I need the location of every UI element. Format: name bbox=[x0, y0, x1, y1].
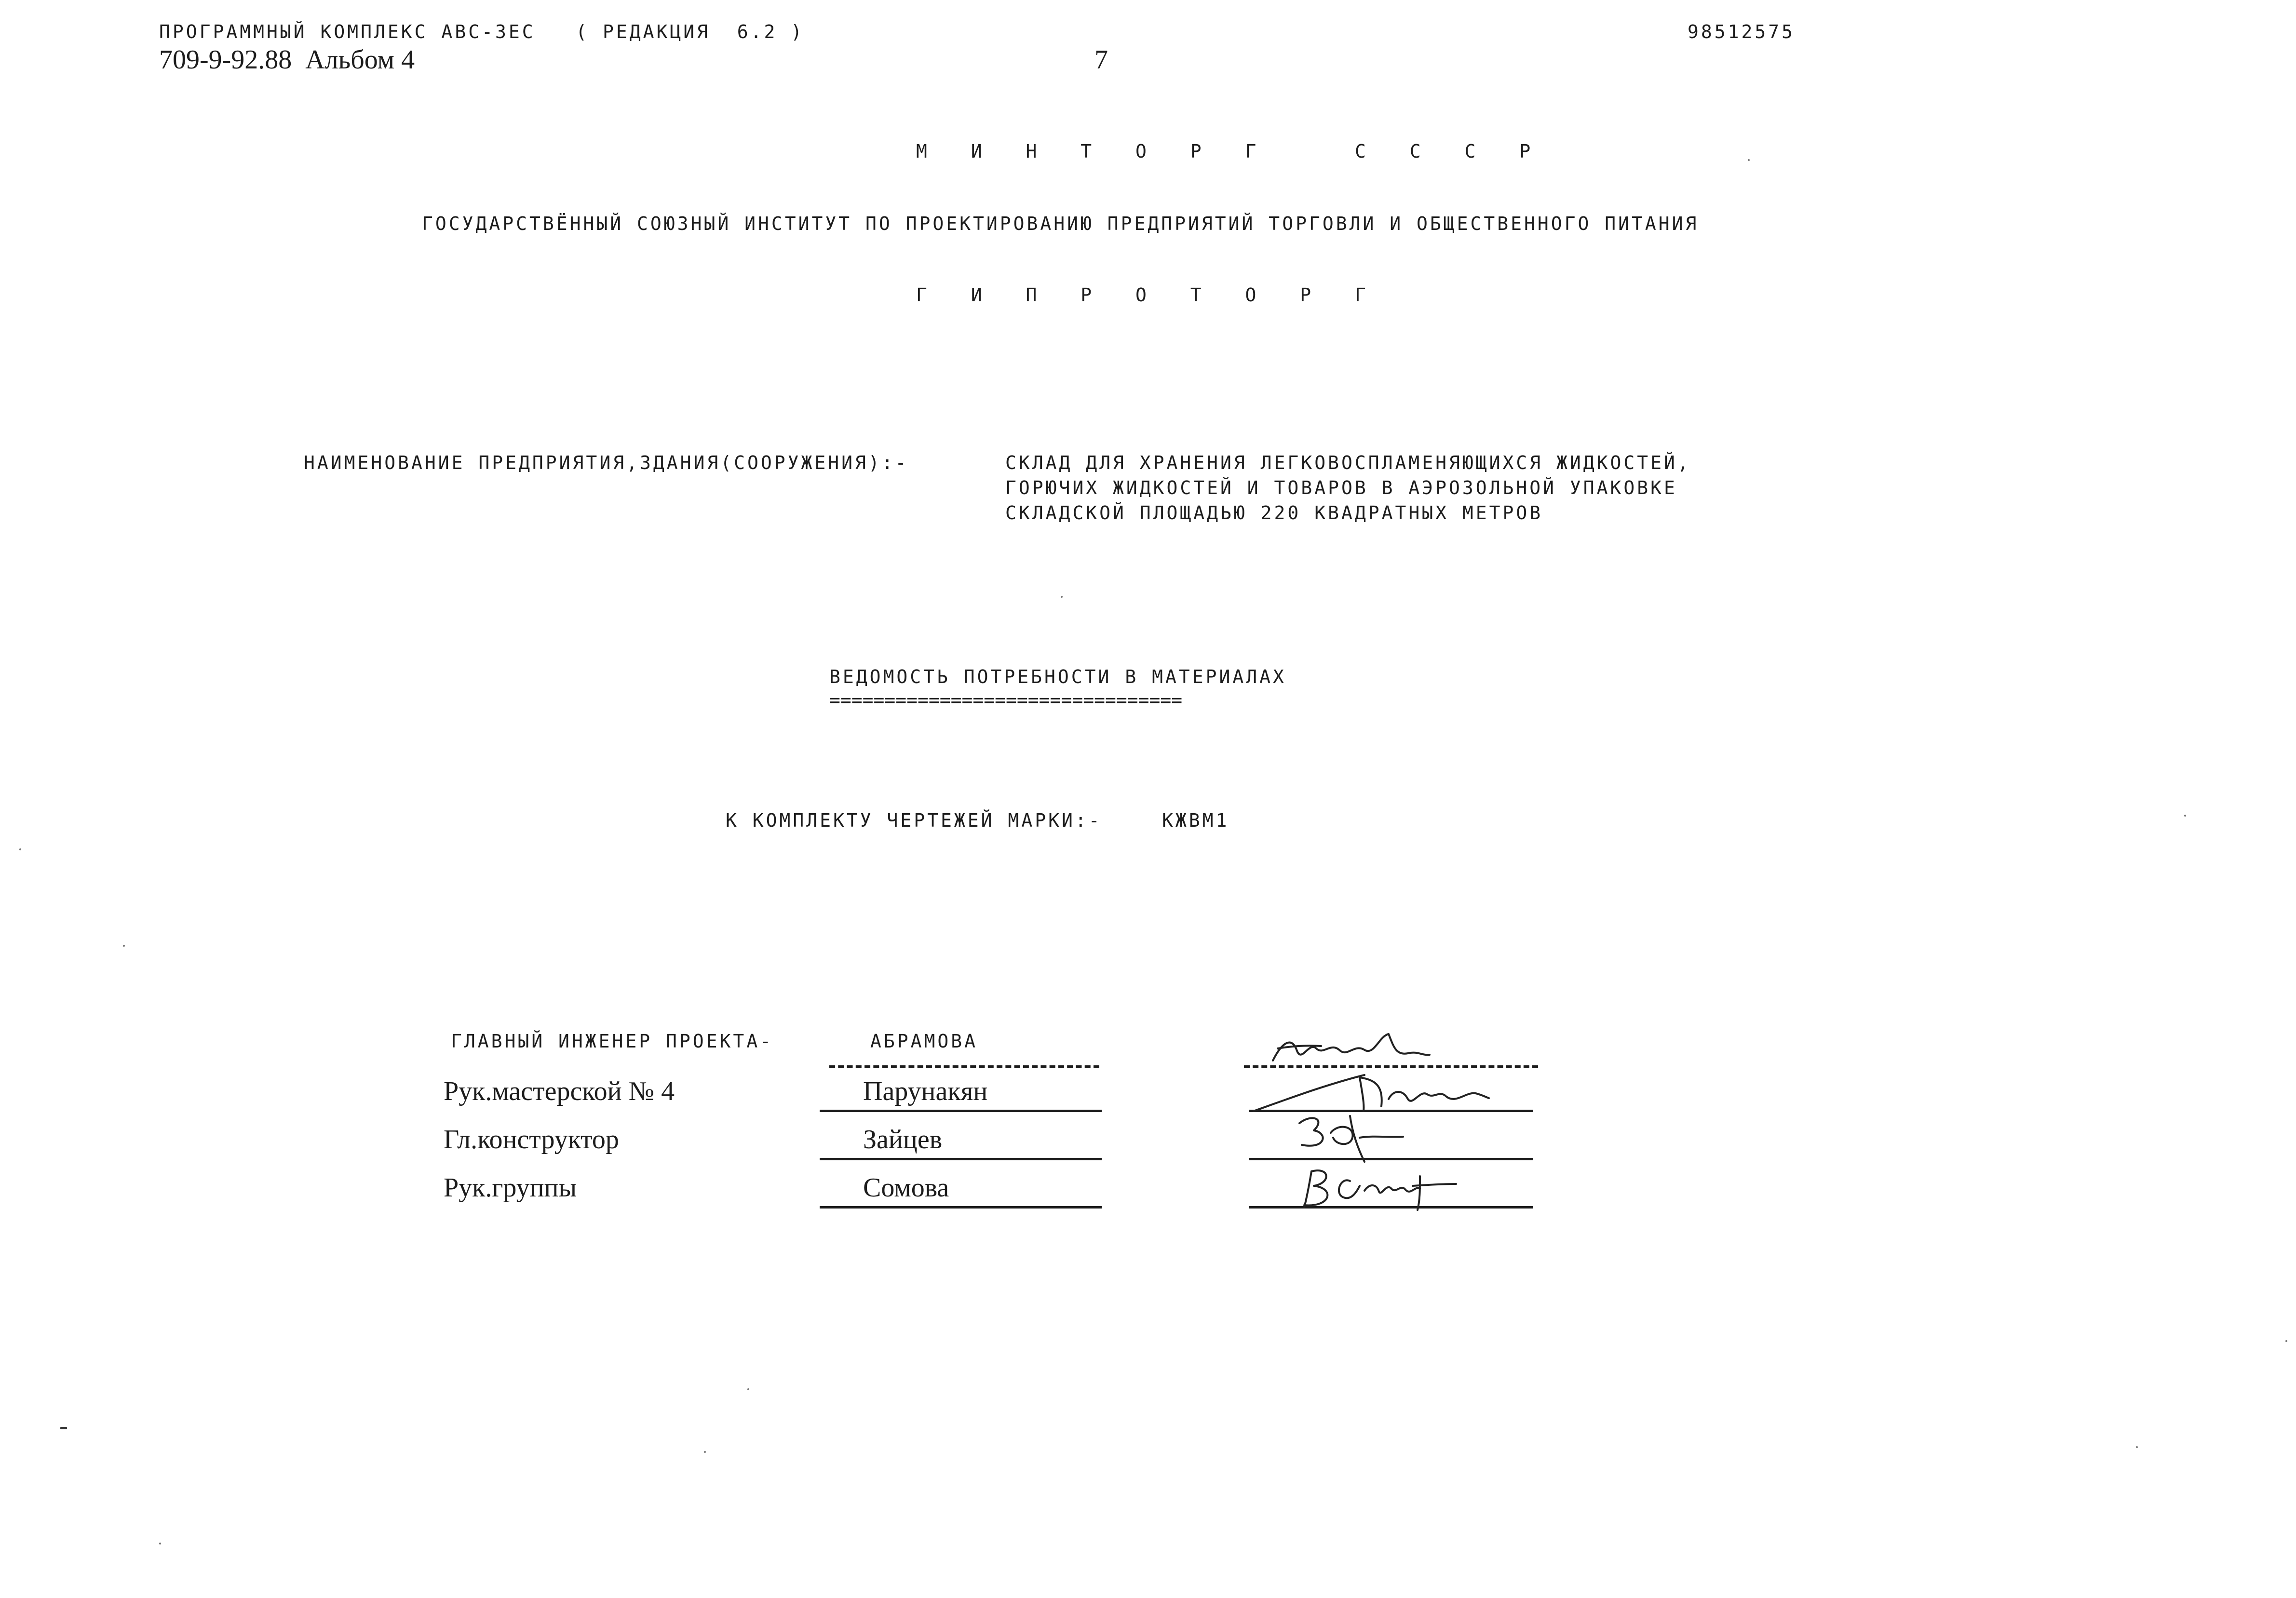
chief-engineer-name: АБРАМОВА bbox=[870, 1031, 978, 1052]
drawing-set-mark: КЖВМ1 bbox=[1162, 810, 1229, 831]
chief-designer-signature bbox=[1292, 1109, 1418, 1167]
document-title: ВЕДОМОСТЬ ПОТРЕБНОСТИ В МАТЕРИАЛАХ bbox=[829, 666, 1286, 687]
scan-speck bbox=[2184, 815, 2186, 817]
scan-speck bbox=[159, 1543, 161, 1544]
object-line-1: СКЛАД ДЛЯ ХРАНЕНИЯ ЛЕГКОВОСПЛАМЕНЯЮЩИХСЯ ЖИДКОСТЕЙ, bbox=[1005, 452, 1691, 473]
program-header: ПРОГРАММНЫЙ КОМПЛЕКС АВС-3ЕС ( РЕДАКЦИЯ 6.2 ) bbox=[159, 21, 805, 42]
object-label: НАИМЕНОВАНИЕ ПРЕДПРИЯТИЯ,ЗДАНИЯ(СООРУЖЕНИЯ):- bbox=[304, 452, 909, 473]
chief-engineer-name-rule bbox=[829, 1065, 1099, 1068]
group-head-role: Рук.группы bbox=[444, 1173, 577, 1203]
institute-title: ГОСУДАРСТВЁННЫЙ СОЮЗНЫЙ ИНСТИТУТ ПО ПРОЕКТИРОВАНИЮ ПРЕДПРИЯТИЙ ТОРГОВЛИ И ОБЩЕСТВЕННОГО ПИТАНИЯ bbox=[422, 213, 1699, 234]
chief-engineer-role: ГЛАВНЫЙ ИНЖЕНЕР ПРОЕКТА- bbox=[451, 1031, 774, 1052]
chief-designer-name-rule bbox=[820, 1158, 1102, 1160]
group-head-signature bbox=[1297, 1162, 1461, 1215]
group-head-name-rule bbox=[820, 1206, 1102, 1209]
scan-speck bbox=[123, 945, 125, 947]
scan-speck bbox=[2136, 1446, 2138, 1448]
ministry-title: М И Н Т О Р Г С С С Р bbox=[916, 141, 1547, 162]
institute-short-name: Г И П Р О Т О Р Г bbox=[916, 284, 1382, 306]
workshop-head-role: Рук.мастерской № 4 bbox=[444, 1076, 675, 1106]
group-head-name: Сомова bbox=[863, 1173, 949, 1203]
document-title-underline: ================================ bbox=[829, 689, 1183, 711]
workshop-head-name-rule bbox=[820, 1110, 1102, 1112]
scan-speck bbox=[704, 1451, 706, 1453]
scan-speck bbox=[60, 1427, 67, 1429]
chief-engineer-signature bbox=[1263, 1027, 1437, 1070]
scan-speck bbox=[1061, 596, 1063, 598]
chief-designer-name: Зайцев bbox=[863, 1125, 943, 1155]
page-number: 7 bbox=[1094, 45, 1108, 75]
object-line-2: ГОРЮЧИХ ЖИДКОСТЕЙ И ТОВАРОВ В АЭРОЗОЛЬНОЙ УПАКОВКЕ bbox=[1005, 477, 1677, 498]
scan-speck bbox=[2285, 1340, 2287, 1342]
series-album: 709-9-92.88 Альбом 4 bbox=[159, 45, 415, 75]
scan-speck bbox=[747, 1388, 749, 1390]
object-line-3: СКЛАДСКОЙ ПЛОЩАДЬЮ 220 КВАДРАТНЫХ МЕТРОВ bbox=[1005, 502, 1543, 524]
chief-designer-role: Гл.конструктор bbox=[444, 1125, 619, 1155]
drawing-set-label: К КОМПЛЕКТУ ЧЕРТЕЖЕЙ МАРКИ:- bbox=[726, 810, 1102, 831]
scan-speck bbox=[19, 848, 21, 850]
scan-speck bbox=[1748, 159, 1750, 161]
document-number: 98512575 bbox=[1688, 21, 1796, 42]
workshop-head-name: Парунакян bbox=[863, 1076, 988, 1106]
